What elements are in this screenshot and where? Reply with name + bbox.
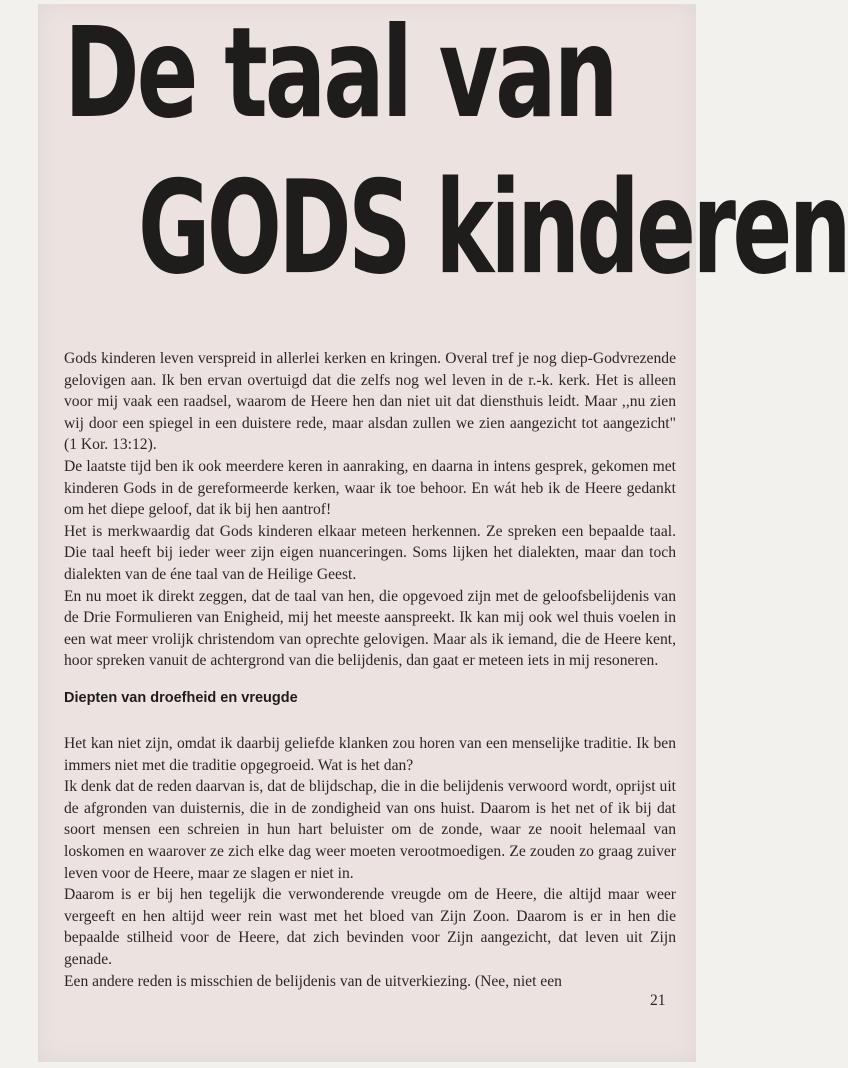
page-number: 21 xyxy=(650,992,666,1009)
body-text-section xyxy=(64,733,676,992)
body-text-intro xyxy=(64,348,676,672)
section-heading: Diepten van droefheid en vreugde xyxy=(64,690,298,706)
paragraph: Daarom is er bij hen tegelijk die verwonderende vreugde om de Heere, die altijd maar weer vergeeft en hen altijd weer rein wast met het bloed van Zijn Zoon. Daarom is er in hen die bepaalde stilheid voor de Heere, dat zich bevinden voor Zijn aangezicht, dat leven uit Zijn genade. xyxy=(64,886,676,968)
paragraph: De laatste tijd ben ik ook meerdere keren in aanraking, en daarna in intens gesprek, gekomen met kinderen Gods in de gereformeerde kerken, waar ik toe behoor. En wát heb ik de Heere gedankt om het diepe geloof, dat ik bij hen aantrof! xyxy=(64,457,676,519)
headline-line-2: GODS kinderen xyxy=(138,152,848,303)
paragraph: Het is merkwaardig dat Gods kinderen elkaar meteen herkennen. Ze spreken een bepaalde taal. Die taal heeft bij ieder weer zijn eigen nuanceringen. Soms lijken het dialekten, maar dan toch dialekten van de éne taal van de Heilige Geest. xyxy=(64,522,676,583)
paragraph: Een andere reden is misschien de belijdenis van de uitverkiezing. (Nee, niet een xyxy=(64,972,562,990)
headline-line-1: De taal van xyxy=(64,1,616,147)
paragraph: Gods kinderen leven verspreid in allerlei kerken en kringen. Overal tref je nog diep-Godvrezende gelovigen aan. Ik ben ervan overtuigd dat die zelfs nog wel leven in de r.-k. kerk. Het is alleen voor mij vaak een raadsel, waarom de Heere hen dan niet uit dat diensthuis leidt. Maar ,,nu zien wij door een spiegel in een duistere rede, maar alsdan zullen we zien aangezicht tot aangezicht" (1 Kor. 13:12). xyxy=(64,350,676,454)
paragraph: Ik denk dat de reden daarvan is, dat de blijdschap, die in die belijdenis verwoord wordt, oprijst uit de afgronden van duisternis, die in de zondigheid van ons huist. Daarom is het net of ik bij dat soort mensen een schreien in hun hart beluister om de zonde, waar ze nooit helemaal van loskomen en waarover ze zich elke dag weer moeten verootmoedigen. Ze zouden zo graag zuiver leven voor de Heere, maar ze slagen er niet in. xyxy=(64,778,676,882)
paragraph: Het kan niet zijn, omdat ik daarbij geliefde klanken zou horen van een menselijke traditie. Ik ben immers niet met die traditie opgegroeid. Wat is het dan? xyxy=(64,735,676,774)
paragraph: En nu moet ik direkt zeggen, dat de taal van hen, die opgevoed zijn met de geloofsbelijdenis van de Drie Formulieren van Enigheid, mij het meeste aanspreekt. Ik kan mij ook wel thuis voelen in een wat meer vrolijk christendom van oprechte gelovigen. Maar als ik iemand, die de Heere kent, hoor spreken vanuit de achtergrond van die belijdenis, dan gaat er meteen iets in mij resoneren. xyxy=(64,587,676,670)
